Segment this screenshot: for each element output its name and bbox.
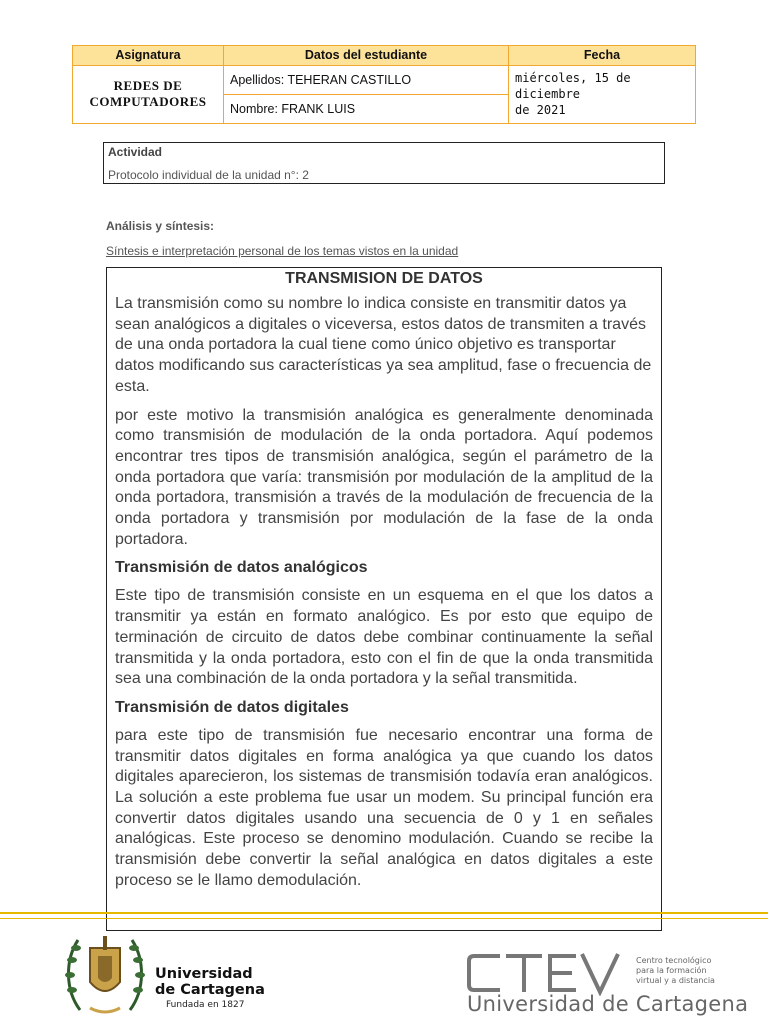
ctev-tag-line3: virtual y a distancia <box>636 976 715 985</box>
heading-analog: Transmisión de datos analógicos <box>115 559 368 577</box>
footer-line-top <box>0 912 768 914</box>
content-box <box>106 267 662 931</box>
subject-line1: REDES DE <box>113 78 183 94</box>
footer-line-bottom <box>0 918 768 919</box>
date-line1: miércoles, 15 de diciembre <box>515 71 631 102</box>
paragraph-4: para este tipo de transmisión fue necesario encontrar una forma de transmitir datos digitales en forma analógica ya que cuando los datos digitales aparecieron, los sistemas de transmisión todavía eran analógicos. La solución a este problema fue usar un modem. Su principal función era convertir datos digitales usando una secuencia de 0 y 1 en señales analógicas. Este proceso se denomino modulación. Cuando se recibe la transmisión debe convertir la señal analógica en datos digitales a este proceso se le llamo demodulación. <box>115 726 653 889</box>
university-founded: Fundada en 1827 <box>166 1000 245 1010</box>
analysis-title: Análisis y síntesis: <box>106 219 215 233</box>
col-date-header: Fecha <box>509 46 696 66</box>
university-name <box>155 966 265 998</box>
heading-digital: Transmisión de datos digitales <box>115 698 349 716</box>
date-line2: de 2021 <box>515 103 566 118</box>
ctev-tag-line1: Centro tecnológico <box>636 956 712 965</box>
university-name-line1: Universidad <box>155 966 253 982</box>
paragraph-1: La transmisión como su nombre lo indica consiste en transmitir datos ya sean analógicos a digitales o viceversa, estos datos de transmiten a través de una onda portadora la cual tiene como único objetivo es transportar datos modificando sus características ya sea amplitud, fase o frecuencia de esta. <box>115 295 652 395</box>
date-cell <box>509 65 696 123</box>
activity-box <box>103 142 665 184</box>
ctev-university-name: Universidad de Cartagena <box>467 992 749 1016</box>
col-subject-header: Asignatura <box>73 46 224 66</box>
paragraph-2: por este motivo la transmisión analógica es generalmente denominada como transmisión de modulación de la onda portadora. Aquí podemos encontrar tres tipos de transmisión analógica, según el parámetro de la onda portadora que varía: transmisión por modulación de la amplitud de la onda portadora, transmisión a través de la modulación de frecuencia de la onda portadora y transmisión por modulación de la fase de la onda portadora. <box>115 406 653 548</box>
ctev-logo <box>466 950 626 996</box>
ctev-tagline <box>636 956 715 986</box>
activity-value: Protocolo individual de la unidad n°: 2 <box>108 168 309 182</box>
col-student-header: Datos del estudiante <box>224 46 509 66</box>
university-name-line2: de Cartagena <box>155 982 265 998</box>
surnames-cell: Apellidos: TEHERAN CASTILLO <box>224 65 509 94</box>
ctev-tag-line2: para la formación <box>636 966 707 975</box>
header-table <box>72 45 696 124</box>
subject-cell <box>73 65 224 123</box>
paragraph-3: Este tipo de transmisión consiste en un esquema en el que los datos a transmitir ya están en formato analógico. Es por esto que equipo de terminación de circuito de datos debe combinar continuamente la señal transmitida y la onda portadora, esto con el fin de que la onda transmitida sea una combinación de la onda portadora y la señal transmitida. <box>115 587 653 688</box>
activity-title: Actividad <box>108 145 163 159</box>
subject-line2: COMPUTADORES <box>89 94 207 110</box>
university-seal-logo <box>60 930 150 1018</box>
analysis-subtitle: Síntesis e interpretación personal de los temas vistos en la unidad <box>106 244 459 258</box>
content-heading: TRANSMISION DE DATOS <box>285 270 483 287</box>
name-cell: Nombre: FRANK LUIS <box>224 94 509 123</box>
